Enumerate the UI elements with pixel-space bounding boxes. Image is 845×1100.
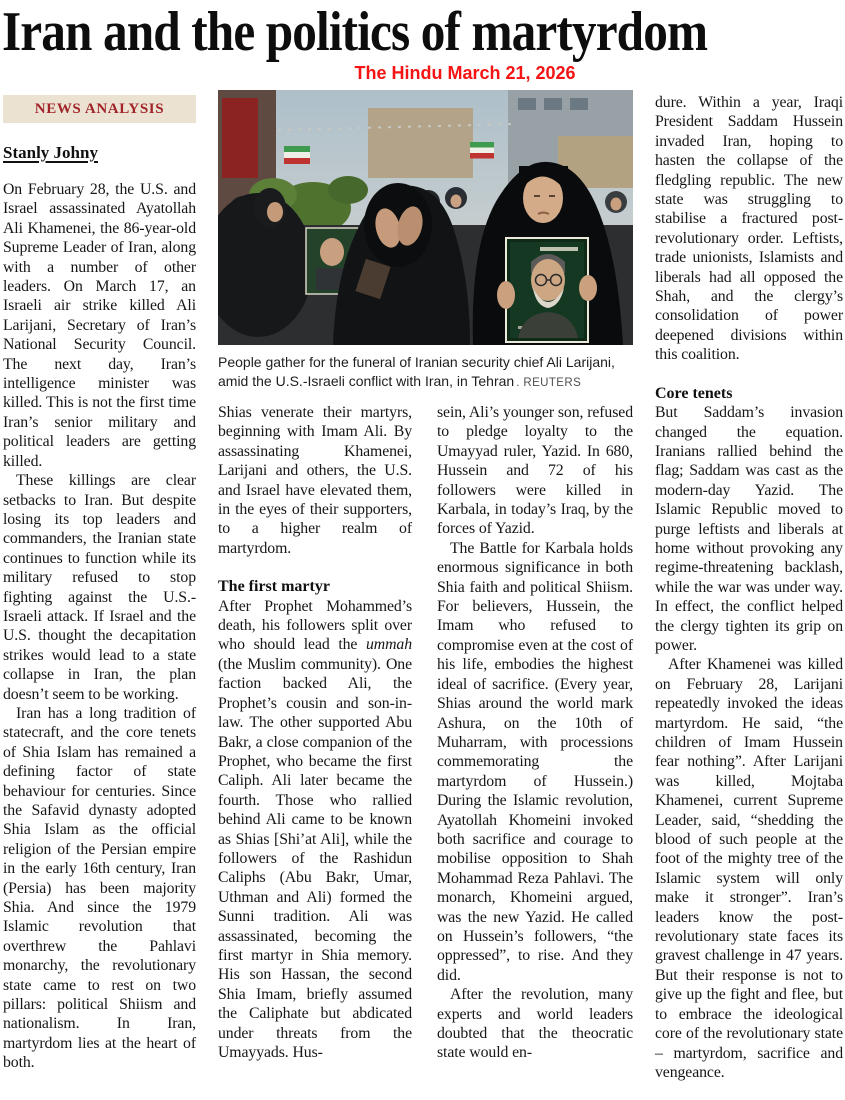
iran-flag-icon — [284, 146, 310, 164]
byline: Stanly Johny — [3, 143, 98, 162]
larijani-portrait — [506, 238, 588, 342]
paragraph: After the revolution, many experts and world leaders doubted that the theocratic state would en- — [437, 986, 633, 1062]
funeral-photo — [218, 90, 633, 393]
headline: Iran and the politics of martyrdom — [2, 1, 708, 63]
kicker-badge — [3, 95, 196, 123]
paragraph: But Saddam’s invasion changed the equation. Iranians rallied behind the flag; Saddam was cast as the modern-day Yazid. The Islamic Republic moved to purge leftists and liberals at home without provoking any regime-threatening backlash, while the war was under way. In effect, the conflict helped the clergy tighten its grip on power. — [655, 404, 843, 654]
paragraph: After Prophet Mohammed’s death, his followers split over who should lead the ummah (the Muslim community). One faction backed Ali, the Prophet’s cousin and son-in-law. The other supported Abu Bakr, a close companion of the Prophet, who became the first Caliph. Ali later became the fourth. Those who rallied behind Ali came to be known as Shias [Shi’at Ali], while the followers of the Rashidun Caliphs (Abu Bakr, Umar, Uthman and Ali) formed the Sunni tradition. Ali was assassinated, becoming the first martyr in Shia memory. His son Hassan, the second Shia Imam, briefly assumed the Caliphate but abdicated under threats from the Umayyads. Hus- — [218, 597, 412, 1061]
column-2 — [218, 403, 412, 1062]
column-1-text — [3, 180, 196, 1073]
paragraph: These killings are clear setbacks to Iran. But despite losing its top leaders and commanders, the Iranian state continues to function while its military refused to stop fighting against the U.S.-Israeli attack. If Israel and the U.S. thought the decapitation strikes would lead to a state collapse in Iran, the plan doesn’t seem to be working. — [3, 472, 196, 703]
paragraph: On February 28, the U.S. and Israel assassinated Ayatollah Ali Khamenei, the 86-year-old Supreme Leader of Iran, along with a number of other leaders. On March 17, an Israeli air strike killed Ali Larijani, Secretary of Iran’s National Security Council. The next day, Iran’s intelligence minister was killed. This is not the first time Iran’s senior military and political leaders are getting killed. — [3, 181, 196, 470]
caption-text: People gather for the funeral of Iranian security chief Ali Larijani, amid the U.S.-Israeli conflict with Iran, in Tehran — [218, 354, 615, 389]
section-heading: The first martyr — [218, 578, 330, 596]
photo-caption — [218, 353, 633, 393]
column-1 — [3, 95, 196, 1073]
kicker-label: NEWS ANALYSIS — [34, 101, 165, 117]
paragraph: Iran has a long tradition of statecraft, and the core tenets of Shia Islam has remained a defining factor of state behaviour for centuries. Since the Safavid dynasty adopted Shia Islam as the official religion of the Persian empire in the early 16th century, Iran (Persia) has been majority Shia. And since the 1979 Islamic revolution that overthrew the Pahlavi monarchy, the revolutionary state came to rest on two pillars: political Shiism and nationalism. In Iran, martyrdom lies at the heart of both. — [3, 704, 196, 1072]
column-3 — [437, 403, 633, 1063]
column-4 — [655, 93, 843, 1082]
paragraph: The Battle for Karbala holds enormous significance in both Shia faith and political Shiism. For believers, Hussein, the Imam who refused to compromise even at the cost of his life, embodies the highest ideal of sacrifice. (Every year, Shias around the world mark Ashura, on the 10th of Muharram, with processions commemorating the martyrdom of Hussein.) During the Islamic revolution, Ayatollah Khomeini invoked both sacrifice and courage to mobilise opposition to Shah Mohammad Reza Pahlavi. The monarch, Khomeini argued, was the new Yazid. He called on Hussein’s followers, “the oppressed”, to rise. And they did. — [437, 539, 633, 984]
dateline: The Hindu March 21, 2026 — [354, 63, 576, 83]
paragraph: sein, Ali’s younger son, refused to pledge loyalty to the Umayyad ruler, Yazid. In 680, Hussein and 72 of his followers were killed in Karbala, in today’s Iraq, by the forces of Yazid. — [437, 404, 633, 538]
funeral-photo-illustration — [218, 90, 633, 345]
paragraph: Shias venerate their martyrs, beginning with Imam Ali. By assassinating Khamenei, Larijani and others, the U.S. and Israel have elevated them, in the eyes of their supporters, to a higher realm of martyrdom. — [218, 404, 412, 557]
paragraph: dure. Within a year, Iraqi President Saddam Hussein invaded Iran, hoping to hasten the collapse of the fledgling republic. The new state was struggling to stabilise a fractured post-revolutionary order. Leftists, trade unionists, Islamists and liberals had all opposed the Shah, and the clergy’s consolidation of power deepened divisions within this coalition. — [655, 94, 843, 364]
section-heading: Core tenets — [655, 384, 733, 402]
iran-flag-icon — [470, 142, 494, 159]
photo-credit: . REUTERS — [516, 377, 582, 389]
paragraph: After Khamenei was killed on February 28, Larijani repeatedly invoked the ideas martyrdom. He said, “the children of Imam Hussein fear nothing”. After Larijani was killed, Mojtaba Khamenei, current Supreme Leader, said, “shedding the blood of such people at the foot of the mighty tree of the Islamic system will only make it stronger”. Iran’s leaders know the post-revolutionary state faces its gravest challenge in 47 years. But their response is not to give up the fight and flee, but to embrace the ideological core of the revolutionary state – martyrdom, sacrifice and vengeance. — [655, 656, 843, 1081]
